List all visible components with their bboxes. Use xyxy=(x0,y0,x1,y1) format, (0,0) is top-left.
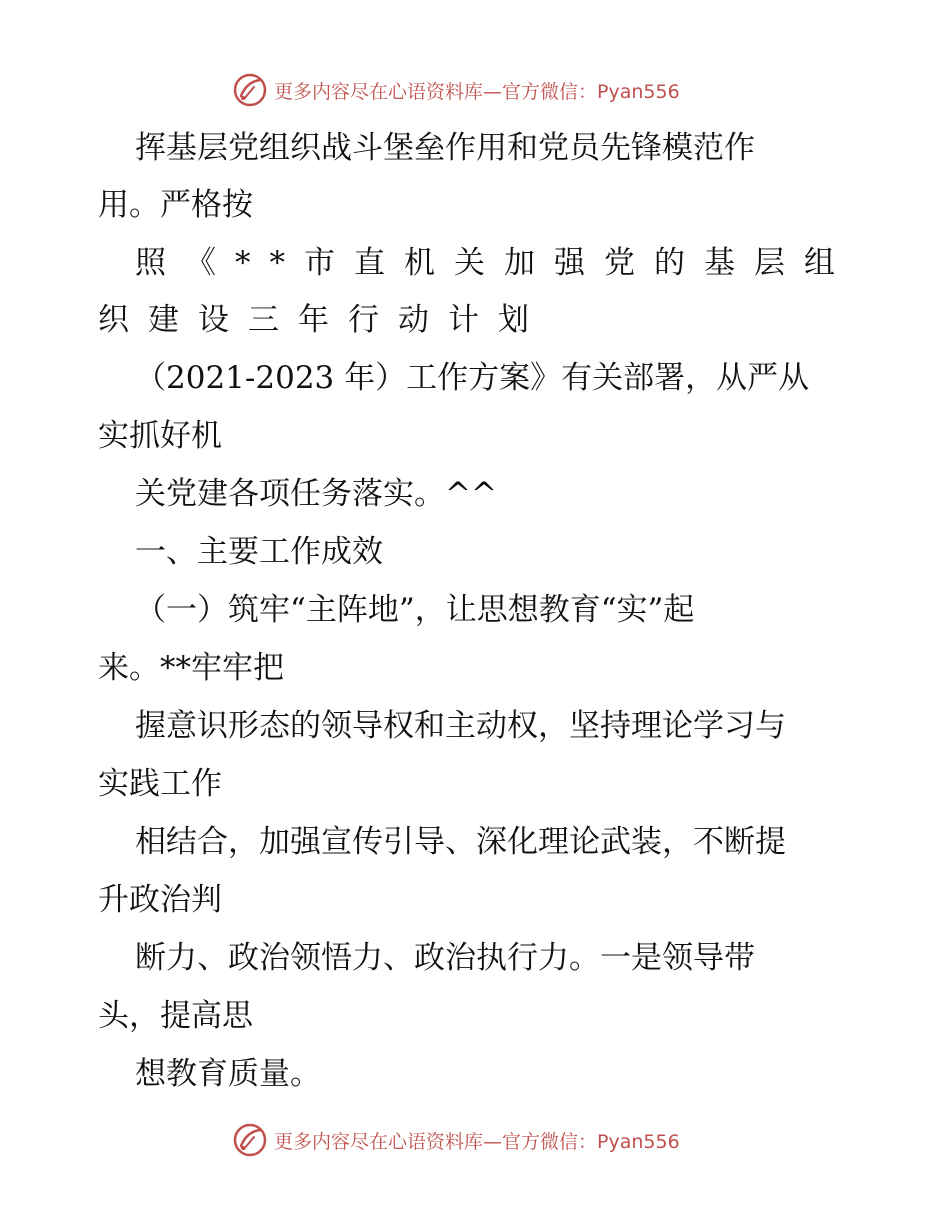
pen-logo-icon xyxy=(232,1122,268,1158)
subsection-heading: （一）筑牢“主阵地”，让思想教育“实”起 xyxy=(135,592,695,628)
body-line: 照《**市直机关加强党的基层组 xyxy=(135,245,854,281)
body-line: 升政治判 xyxy=(98,882,222,918)
body-line: 相结合，加强宣传引导、深化理论武装，不断提 xyxy=(135,824,786,860)
body-line: 实践工作 xyxy=(98,766,222,802)
watermark-header xyxy=(232,70,680,110)
body-line: 实抓好机 xyxy=(98,418,222,454)
body-line: 握意识形态的领导权和主动权，坚持理论学习与 xyxy=(135,708,786,744)
body-line: 织建设三年行动计划 xyxy=(98,302,548,338)
body-line: 来。**牢牢把 xyxy=(98,650,284,686)
section-heading: 一、主要工作成效 xyxy=(135,534,383,570)
pen-logo-icon xyxy=(232,72,268,108)
body-line: 头，提高思 xyxy=(98,998,253,1034)
watermark-footer xyxy=(232,1120,680,1160)
watermark-text: 更多内容尽在心语资料库—官方微信：Pyan556 xyxy=(274,1130,680,1153)
body-line: 想教育质量。 xyxy=(135,1056,321,1092)
body-line: 断力、政治领悟力、政治执行力。一是领导带 xyxy=(135,940,755,976)
watermark-text: 更多内容尽在心语资料库—官方微信：Pyan556 xyxy=(274,80,680,103)
body-line: 关党建各项任务落实。^^ xyxy=(135,476,497,512)
body-line: （2021-2023 年）工作方案》有关部署，从严从 xyxy=(135,360,810,396)
body-line: 用。严格按 xyxy=(98,187,253,223)
body-line: 挥基层党组织战斗堡垒作用和党员先锋模范作 xyxy=(135,130,755,166)
